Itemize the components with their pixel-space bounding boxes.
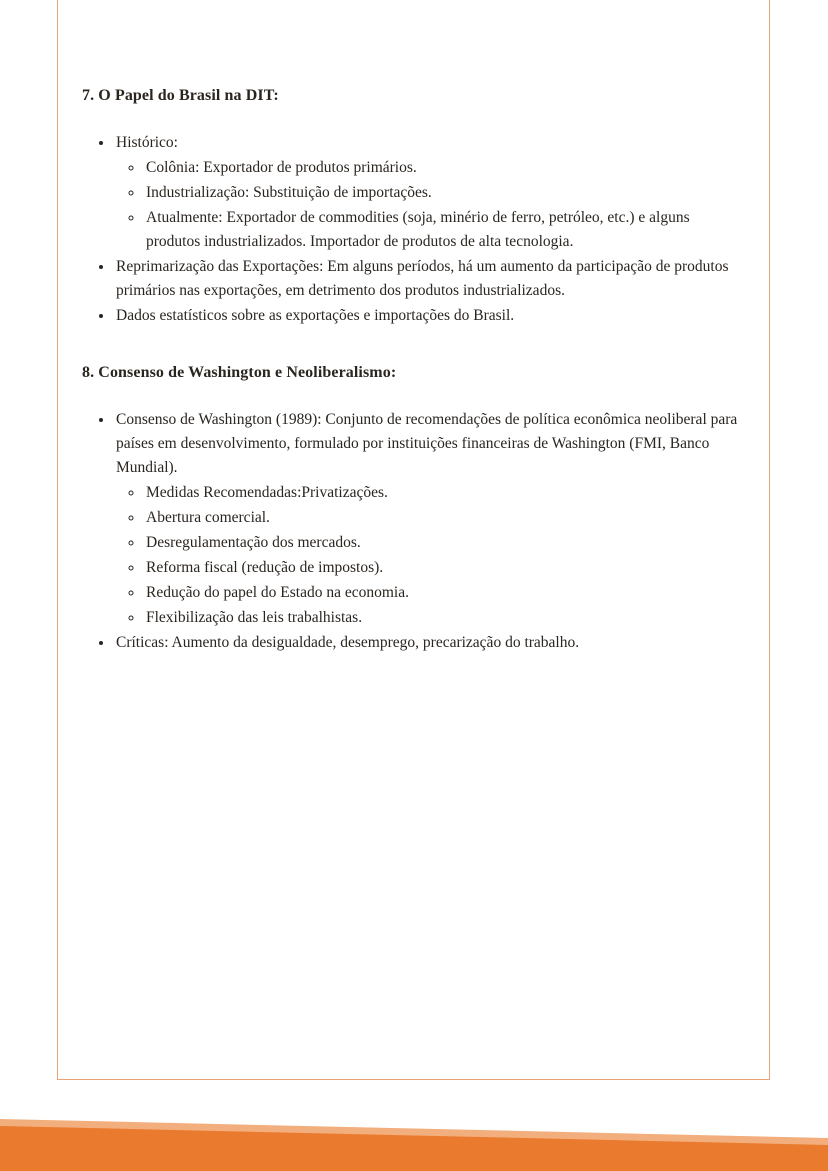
list-item [114,304,747,328]
item-text: Reprimarização das Exportações: Em alguns períodos, há um aumento da participação de produtos primários nas exportações, em detrimento dos produtos industrializados. [116,258,729,299]
sub-list-item: ◦ Atualmente: Exportador de commodities (soja, minério de ferro, petróleo, etc.) e alguns produtos industrializados. Importador de produtos de alta tecnologia. [144,206,747,254]
sub-list-item: ◦ Reforma fiscal (redução de impostos). [144,556,747,580]
sub-list-item: ◦ Medidas Recomendadas:Privatizações. [144,481,747,505]
item-text: Consenso de Washington (1989): Conjunto de recomendações de política econômica neoliberal para países em desenvolvimento, formulado por instituições financeiras de Washington (FMI, Banco Mundial). [116,411,738,476]
sub-list-item: ◦ Industrialização: Substituição de importações. [144,181,747,205]
section [82,87,747,328]
section-heading: 8. Consenso de Washington e Neoliberalismo: [82,364,397,381]
list-item [114,255,747,303]
sub-list [116,481,747,630]
bullet-list [82,131,747,328]
bullet-list [82,408,747,655]
sub-list [116,156,747,254]
sub-list-item: ◦ Desregulamentação dos mercados. [144,531,747,555]
list-item [114,131,747,254]
footer-ribbon [0,1111,828,1171]
section [82,364,747,655]
document-content [82,87,747,656]
page-frame [57,0,770,1080]
item-text: Histórico: [116,134,178,151]
sub-list-item: ◦ Colônia: Exportador de produtos primários. [144,156,747,180]
list-item [114,631,747,655]
item-text: Críticas: Aumento da desigualdade, desemprego, precarização do trabalho. [116,634,580,651]
item-text: Dados estatísticos sobre as exportações e importações do Brasil. [116,307,515,324]
sub-list-item: ◦ Abertura comercial. [144,506,747,530]
section-heading: 7. O Papel do Brasil na DIT: [82,87,279,104]
sub-list-item: ◦ Redução do papel do Estado na economia. [144,581,747,605]
sub-list-item: ◦ Flexibilização das leis trabalhistas. [144,606,747,630]
list-item [114,408,747,630]
